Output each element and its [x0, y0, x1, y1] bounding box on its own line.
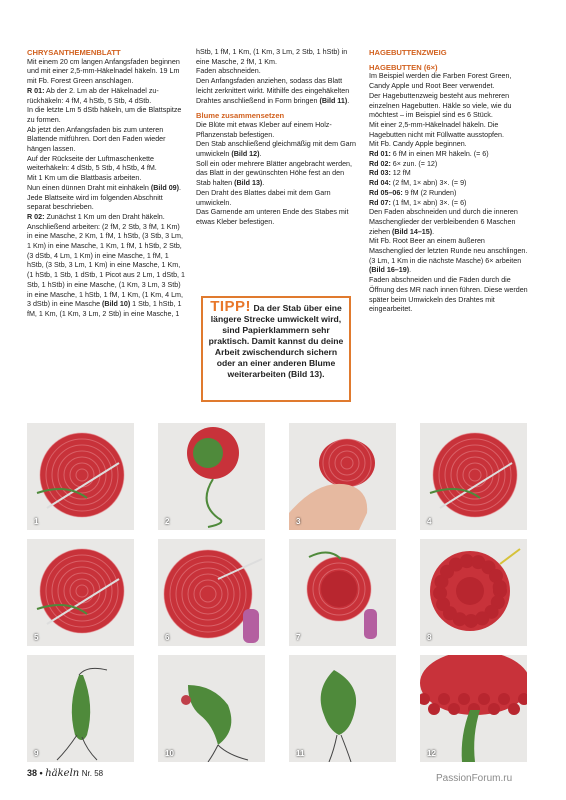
step-photo-5	[27, 539, 134, 646]
paragraph: Ab jetzt den Anfangsfaden bis zum unteren Blattende mitführen. Dort den Faden wieder hängen lassen.	[27, 125, 166, 154]
photo-number: 6	[165, 633, 170, 642]
paragraph: R 01: Ab der 2. Lm ab der Häkelnadel zurückhäkeln: 4 fM, 4 hStb, 5 Stb, 4 dStb.	[27, 86, 159, 105]
red-ruffled-round-purple-hook-icon	[289, 539, 396, 646]
tip-body: längere Strecke umwickelt wird, sind Papierklammern sehr praktisch. Damit kannst du deine Arbeit zwischendurch sichern oder an einer anderen Blume weiterarbeiten (Bild 13).	[208, 314, 344, 379]
section-heading: HAGEBUTTEN (6×)	[369, 62, 438, 72]
photo-number: 7	[296, 633, 301, 642]
step-photo-10	[158, 655, 265, 762]
paragraph: Mit einem 20 cm langen Anfangsfaden beginnen und mit einer 2,5-mm-Häkelnadel häkeln. 19 Lm mit Fb. Forest Green anschlagen.	[27, 57, 180, 86]
paragraph: Nun einen dünnen Draht mit einhäkeln (Bild 09).	[27, 183, 182, 192]
image-reference: (Bild 14–15)	[392, 227, 433, 236]
green-leaf-finished-icon	[289, 655, 396, 762]
watermark: PassionForum.ru	[436, 773, 513, 784]
column-right	[369, 48, 529, 315]
red-crochet-circle-with-needle-icon	[420, 423, 527, 530]
step-photo-4	[420, 423, 527, 530]
photo-number: 8	[427, 633, 432, 642]
paragraph: Rd 03: 12 fM	[369, 169, 411, 178]
paragraph: Rd 05–06: 9 fM (2 Runden)	[369, 188, 457, 197]
section-heading: Blume zusammensetzen	[196, 111, 285, 121]
photo-number: 11	[296, 749, 305, 758]
step-photo-9	[27, 655, 134, 762]
paragraph: R 02: Zunächst 1 Km um den Draht häkeln. Anschließend arbeiten: (2 fM, 2 Stb, 3 fM, 1 Km) in eine Masche, 2 Km, 1 fM, 1 hStb, (3 Stb, 3 Lm, 1 Km) in eine Masche, 1 Km, 1 fM, 1 hStb, 2 Stb, (3 dStb, 4 Lm, 1 Km) in eine Masche, 1 fM, 1 hStb, (3 Stb, 3 Lm, 1 Km) in eine Masche, 1 Km, (1 hStb, 1 Stb, 1 dStb, 1 Picot aus 2 Lm, 1 dStb, 1 Stb, 1 hStb) in eine Masche, (1 Km, 3 Lm, 3 Stb) in eine Masche, 1 hStb, 1 fM, 1 Km, (1 Km, 4 Lm, 3 dStb) in eine Masche (Bild 10) 1 Stb, 1 hStb, 1 fM, 1 Km, (1 Km, 3 Lm, 2 Stb) in eine Masche, 1	[27, 212, 185, 318]
paragraph: Mit 1 Km um die Blattbasis arbeiten.	[27, 174, 142, 183]
paragraph: Rd 01: 6 fM in einen MR häkeln. (= 6)	[369, 150, 489, 159]
issue-number: Nr. 58	[81, 769, 104, 778]
photo-number: 4	[427, 517, 432, 526]
image-reference: (Bild 13)	[234, 179, 263, 188]
tip-box	[201, 296, 351, 402]
photo-number: 10	[165, 749, 174, 758]
paragraph: Rd 02: 6× zun. (= 12)	[369, 159, 438, 168]
photo-number: 9	[34, 749, 39, 758]
photo-number: 2	[165, 517, 170, 526]
row-label: R 02:	[27, 212, 45, 221]
paragraph: (3 Lm, 1 Km in die nächste Masche) 6× arbeiten (Bild 16–19).	[369, 256, 522, 275]
paragraph: Im Beispiel werden die Farben Forest Green, Candy Apple und Root Beer verwendet.	[369, 72, 512, 91]
column-left	[27, 48, 187, 320]
paragraph: Mit Fb. Candy Apple beginnen.	[369, 140, 467, 149]
page-footer	[27, 768, 103, 779]
image-reference: (Bild 09)	[150, 183, 180, 192]
paragraph: Die Blüte mit etwas Kleber auf einem HolzPflanzenstab befestigen.	[196, 120, 332, 139]
step-photo-12	[420, 655, 527, 762]
step-photo-11	[289, 655, 396, 762]
section-heading: HAGEBUTTENZWEIG	[369, 48, 447, 57]
green-leaf-chain-icon	[27, 655, 134, 762]
step-photo-8	[420, 539, 527, 646]
paragraph: hStb, 1 fM, 1 Km, (1 Km, 3 Lm, 2 Stb, 1 hStb) in eine Masche, 2 fM, 1 Km.	[196, 48, 348, 66]
paragraph: Jede Blattseite wird im folgenden Abschnitt separat beschrieben.	[27, 193, 163, 212]
photo-number: 1	[34, 517, 39, 526]
tip-lead: Da der Stab über eine	[253, 303, 342, 313]
step-photo-3	[289, 423, 396, 530]
green-leaf-partial-icon	[158, 655, 265, 762]
red-crochet-circle-purple-hook-icon	[158, 539, 265, 646]
row-label: R 01:	[27, 86, 45, 95]
step-photo-2	[158, 423, 265, 530]
photo-number: 5	[34, 633, 39, 642]
paragraph: Rd 04: (2 fM, 1× abn) 3×. (= 9)	[369, 179, 467, 188]
page-number: 38	[27, 768, 38, 778]
photo-number: 3	[296, 517, 301, 526]
red-chrysanthemum-bloom-icon	[420, 539, 527, 646]
flower-on-wrapped-stem-icon	[420, 655, 527, 762]
paragraph: Den Draht des Blattes dabei mit dem Garn umwickeln.	[196, 188, 331, 207]
paragraph: Mit Fb. Root Beer an einem äußeren Maschenglied der letzten Runde neu anschlingen.	[369, 237, 528, 256]
magazine-brand: häkeln	[45, 768, 80, 779]
paragraph: In die letzte Lm 5 dStb häkeln, um die Blattspitze zu formen.	[27, 106, 182, 124]
paragraph: Faden abschneiden und die Fäden durch die Öffnung des MR nach innen führen. Diese werden später beim Umwickeln des Drahtes mit eingearbeitet.	[369, 276, 528, 314]
image-reference: (Bild 12)	[231, 150, 260, 159]
tip-word: TIPP!	[210, 298, 252, 315]
row-label: Rd 02:	[369, 159, 391, 168]
step-photo-7	[289, 539, 396, 646]
red-crochet-circle-with-needle-icon	[27, 539, 134, 646]
paragraph: Soll ein oder mehrere Blätter angebracht werden, das Blatt in der gewünschten Höhe fest an den Stab halten (Bild 13).	[196, 159, 352, 188]
paragraph: Der Hagebuttenzweig besteht aus mehreren einzelnen Hagebutten. Häkle so viele, wie du möchtest – im Beispiel sind es 6 Stück.	[369, 91, 512, 120]
photo-number: 12	[427, 749, 436, 758]
row-label: Rd 03:	[369, 169, 391, 178]
hand-holding-disc-icon	[289, 423, 396, 530]
paragraph: Mit einer 2,5-mm-Häkelnadel häkeln. Die Hagebutten nicht mit Füllwatte ausstopfen.	[369, 120, 504, 139]
row-label: Rd 01:	[369, 150, 391, 159]
paragraph: Rd 07: (1 fM, 1× abn) 3×. (= 6)	[369, 198, 467, 207]
row-label: Rd 05–06:	[369, 188, 403, 197]
paragraph: Den Anfangsfaden anziehen, sodass das Blatt leicht zerknittert wirkt. Mithilfe des eingehäkelten Drahtes anschließend in Form bringen (Bild 11).	[196, 77, 350, 105]
paragraph: Faden abschneiden.	[196, 67, 261, 76]
step-photo-1	[27, 423, 134, 530]
section-heading: CHRYSANTHEMENBLATT	[27, 48, 121, 57]
image-reference: (Bild 16–19)	[369, 266, 410, 275]
column-middle	[196, 48, 358, 228]
paragraph: Den Faden abschneiden und durch die inneren Maschenglieder der verbleibenden 6 Maschen ziehen (Bild 14–15).	[369, 208, 518, 236]
footer-bullet: •	[39, 768, 43, 778]
paragraph: Auf der Rückseite der Luftmaschenkette weiterhäkeln: 4 dStb, 5 Stb, 4 hStb, 4 fM.	[27, 154, 157, 173]
paragraph: Den Stab anschließend gleichmäßig mit dem Garn umwickeln (Bild 12).	[196, 140, 356, 159]
image-reference: (Bild 10)	[102, 300, 131, 309]
image-reference: (Bild 11)	[319, 96, 348, 105]
step-photo-6	[158, 539, 265, 646]
row-label: Rd 04:	[369, 179, 391, 188]
red-crochet-circle-with-needle-icon	[27, 423, 134, 530]
paragraph: Das Garnende am unteren Ende des Stabes mit etwas Kleber befestigen.	[196, 208, 349, 226]
row-label: Rd 07:	[369, 198, 391, 207]
green-red-round-with-yarn-icon	[158, 423, 265, 530]
